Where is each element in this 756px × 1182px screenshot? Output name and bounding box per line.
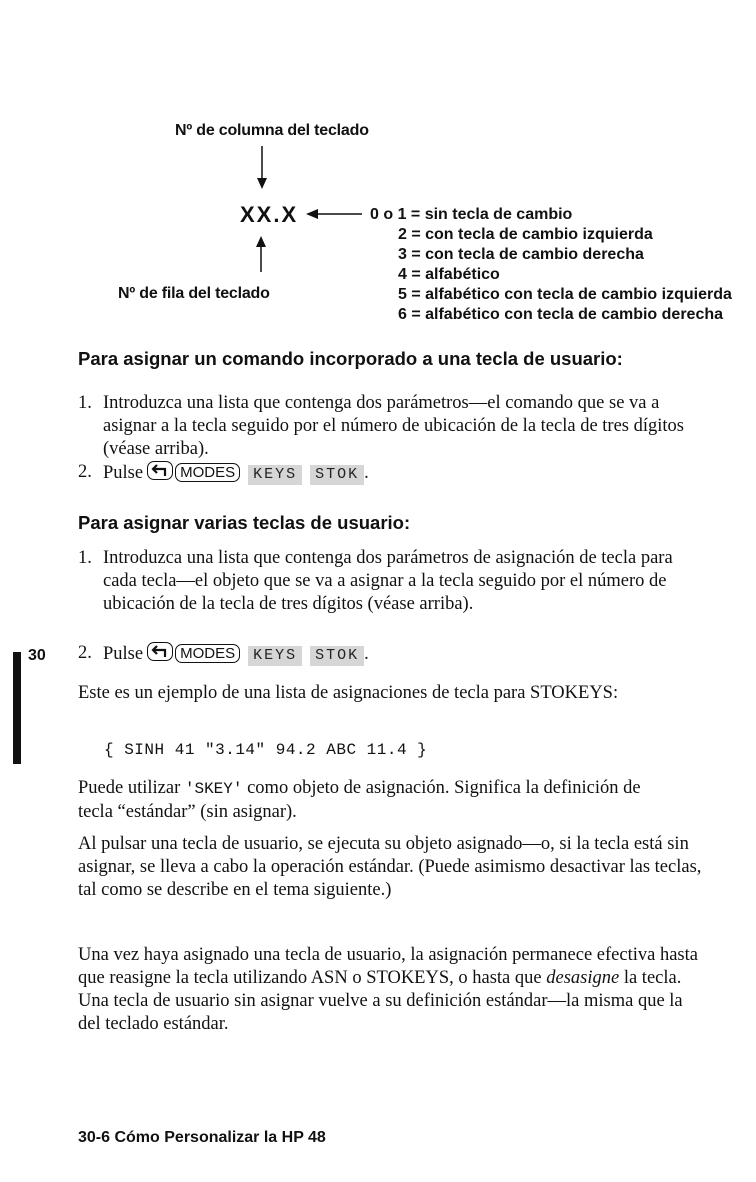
page-footer: 30-6 Cómo Personalizar la HP 48: [78, 1129, 326, 1146]
left-shift-key-icon: [147, 461, 173, 480]
text: Una vez haya asignado una tecla de usuario, la asignación permanece efectiva hasta que reasigne la tecla utilizando ASN o STOKEYS, o hasta que: [78, 945, 698, 988]
step-text: Introduzca una lista que contenga dos parámetros de asignación de tecla para cada tecla—el objeto que se va a asignar a la tecla seguido por el número de ubicación de la tecla de tres dígitos (véase arriba).: [103, 548, 673, 614]
period: .: [364, 463, 369, 483]
option-6: 6 = alfabético con tecla de cambio derecha: [398, 306, 724, 323]
row-label: Nº de fila del teclado: [118, 285, 270, 302]
modes-key: MODES: [175, 644, 240, 663]
step-number: 1.: [78, 393, 92, 413]
step-number: 1.: [78, 548, 92, 568]
column-label: Nº de columna del teclado: [175, 122, 369, 139]
step-number: 2.: [78, 462, 92, 482]
section2-heading: Para asignar varias teclas de usuario:: [78, 512, 411, 533]
text: Puede utilizar: [78, 778, 185, 798]
option-2: 2 = con tecla de cambio izquierda: [398, 226, 653, 243]
italic-word: desasigne: [546, 968, 620, 988]
section1-step2: [78, 461, 708, 485]
step-number: 2.: [78, 643, 92, 663]
period: .: [364, 644, 369, 664]
section1-heading: Para asignar un comando incorporado a una tecla de usuario:: [78, 348, 623, 369]
stok-menu-key: STOK: [310, 646, 364, 666]
option-3: 3 = con tecla de cambio derecha: [398, 246, 644, 263]
skey-code: 'SKEY': [184, 780, 243, 798]
section2-step2: [78, 642, 708, 666]
option-5: 5 = alfabético con tecla de cambio izquierda: [398, 286, 732, 303]
diagram-arrows: [0, 0, 756, 320]
keys-menu-key: KEYS: [248, 646, 302, 666]
press-paragraph: Al pulsar una tecla de usuario, se ejecuta su objeto asignado—o, si la tecla está sin asignar, se lleva a cabo la operación estándar. (Puede asimismo desactivar las teclas, tal como se describe en el tema siguiente.): [78, 834, 702, 900]
step-keys-line: [103, 461, 703, 485]
option-0-1: 0 o 1 = sin tecla de cambio: [370, 206, 573, 223]
skey-paragraph: [78, 777, 668, 824]
option-4: 4 = alfabético: [398, 266, 500, 283]
section2-step1: [78, 547, 708, 641]
assigned-paragraph: [78, 944, 708, 1036]
keys-menu-key: KEYS: [248, 465, 302, 485]
example-intro: Este es un ejemplo de una lista de asignaciones de tecla para STOKEYS:: [78, 683, 619, 703]
section1-step1: [78, 392, 708, 462]
step-text: Introduzca una lista que contenga dos parámetros—el comando que se va a asignar a la tecla seguido por el número de ubicación de la tecla de tres dígitos (véase arriba).: [103, 393, 684, 459]
step-text: Pulse: [103, 644, 144, 664]
modes-key: MODES: [175, 463, 240, 482]
chapter-tab-bar: [13, 652, 21, 764]
step-keys-line: [103, 642, 703, 666]
example-code: { SINH 41 "3.14" 94.2 ABC 11.4 }: [104, 741, 428, 759]
side-page-number: 30: [28, 647, 46, 664]
location-code: XX.X: [240, 202, 299, 227]
stok-menu-key: STOK: [310, 465, 364, 485]
left-shift-key-icon: [147, 642, 173, 661]
step-text: Pulse: [103, 463, 144, 483]
text: como objeto de asignación. Significa la definición de tecla “estándar” (sin asignar).: [78, 778, 641, 822]
text: la tecla. Una tecla de usuario sin asignar vuelve a su definición estándar—la misma que la del teclado estándar.: [78, 968, 683, 1034]
